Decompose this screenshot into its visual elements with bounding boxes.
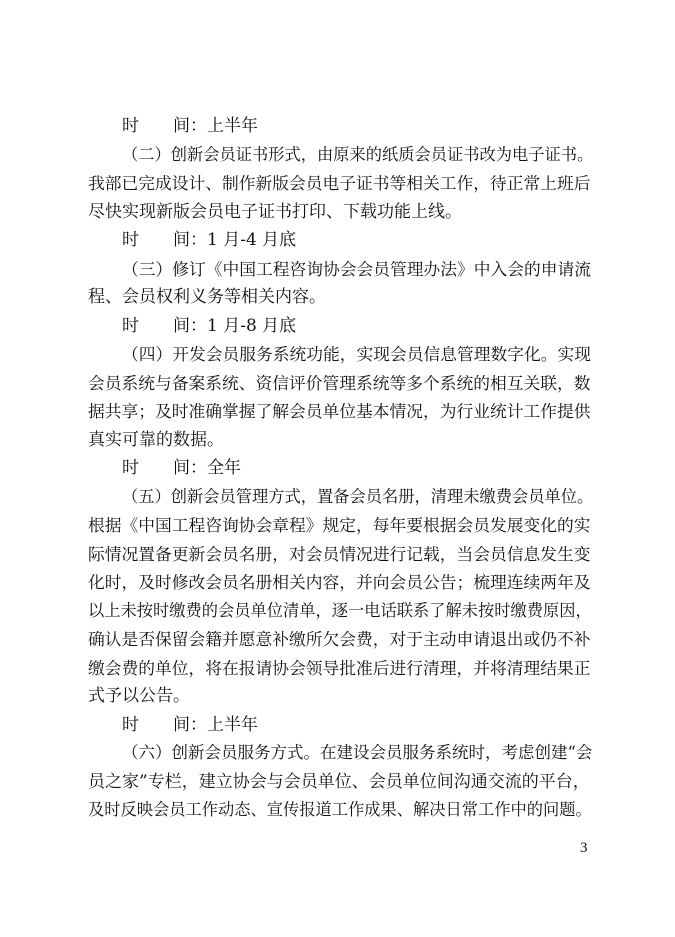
text-line: 以上未按时缴费的会员单位清单，逐一电话联系了解未按时缴费原因， bbox=[88, 600, 592, 620]
text-line: （二）创新会员证书形式，由原来的纸质会员证书改为电子证书。 bbox=[122, 144, 594, 164]
text-line: 我部已完成设计、制作新版会员电子证书等相关工作，待正常上班后 bbox=[88, 173, 591, 193]
text-line: 际情况置备更新会员名册，对会员情况进行记载，当会员信息发生变 bbox=[88, 543, 591, 564]
page-number: 3 bbox=[580, 840, 588, 856]
text-line: 时 间：上半年 bbox=[122, 116, 258, 136]
text-line: （六）创新会员服务方式。在建设会员服务系统时，考虑创建“会 bbox=[122, 743, 593, 762]
text-line: 时 间：上半年 bbox=[122, 714, 258, 735]
text-line: 程、会员权利义务等相关内容。 bbox=[88, 287, 326, 307]
text-line: （四）开发会员服务系统功能，实现会员信息管理数字化。实现 bbox=[122, 344, 592, 364]
text-line: 尽快实现新版会员电子证书打印、下载功能上线。 bbox=[88, 201, 462, 222]
text-line: （五）创新会员管理方式，置备会员名册，清理未缴费会员单位。 bbox=[122, 486, 594, 506]
text-line: （三）修订《中国工程咨询协会会员管理办法》中入会的申请流 bbox=[122, 258, 592, 279]
text-line: 及时反映会员工作动态、宣传报道工作成果、解决日常工作中的问题。 bbox=[88, 800, 592, 819]
text-line: 时 间：全年 bbox=[122, 458, 241, 478]
text-line: 时 间：1 月-4 月底 bbox=[122, 230, 297, 250]
text-line: 会员系统与备案系统、资信评价管理系统等多个系统的相互关联，数 bbox=[88, 372, 591, 393]
text-line: 缴会费的单位，将在报请协会领导批准后进行清理，并将清理结果正 bbox=[88, 657, 591, 678]
text-line: 化时，及时修改会员名册相关内容，并向会员公告；梳理连续两年及 bbox=[88, 572, 591, 592]
text-line: 员之家”专栏，建立协会与会员单位、会员单位间沟通交流的平台， bbox=[88, 771, 590, 792]
text-line: 时 间：1 月-8 月底 bbox=[122, 315, 297, 336]
text-line: 真实可靠的数据。 bbox=[88, 429, 224, 450]
text-line: 确认是否保留会籍并愿意补缴所欠会费，对于主动申请退出或仍不补 bbox=[88, 629, 591, 649]
text-line: 式予以公告。 bbox=[88, 686, 190, 706]
text-line: 据共享；及时准确掌握了解会员单位基本情况，为行业统计工作提供 bbox=[88, 401, 591, 421]
text-line: 根据《中国工程咨询协会章程》规定，每年要根据会员发展变化的实 bbox=[88, 515, 591, 535]
body-text bbox=[88, 112, 592, 825]
